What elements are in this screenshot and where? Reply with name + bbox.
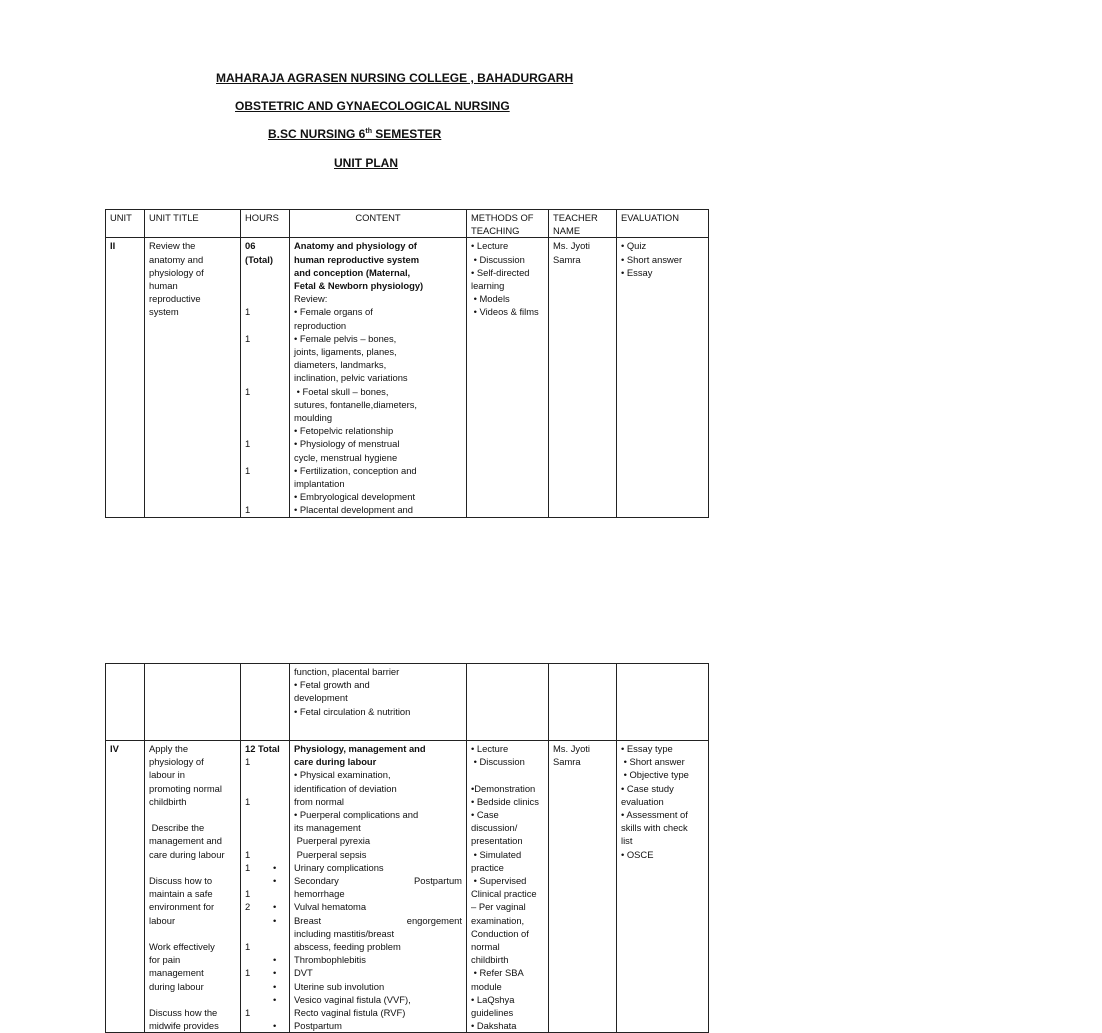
table-row-unit-4	[106, 741, 709, 1033]
unit-4-number-text: IV	[110, 743, 119, 754]
unit-4-bullet-item	[273, 861, 462, 874]
unit-4-evaluation-line: • Case study	[621, 782, 674, 794]
col-header-unit-title	[145, 210, 241, 238]
unit-4-hours-line	[245, 834, 285, 847]
unit-4-methods-line: childbirth	[471, 954, 509, 966]
table-header-row	[106, 210, 709, 238]
unit-4-teacher-line: Ms. Jyoti	[553, 743, 590, 754]
unit-4-hours-line	[245, 768, 285, 781]
bullet-icon: •	[273, 1020, 277, 1032]
unit-2-hours-line	[245, 266, 285, 279]
continuation-evaluation	[617, 664, 709, 741]
unit-4-title-line: Describe the	[149, 822, 205, 834]
unit-2-content-line: Fetal & Newborn physiology)	[294, 280, 424, 292]
unit-2-hours-line	[245, 371, 285, 384]
unit-2-hours-line	[245, 451, 285, 464]
unit-4-hours-line	[245, 953, 285, 966]
unit-4-hours-line: 1	[245, 1006, 251, 1018]
continuation-content-line: development	[294, 692, 348, 704]
semester-superscript: th	[365, 128, 372, 135]
unit-4-content-line: abscess, feeding problem	[294, 941, 401, 953]
unit-4-title-line: physiology of	[149, 756, 204, 768]
unit-4-hours-line: 1	[245, 861, 251, 873]
unit-4-bullet-item	[273, 900, 462, 913]
unit-4-bullet-text: Thrombophlebitis	[294, 954, 366, 966]
unit-4-hours-line: 1	[245, 967, 251, 979]
unit-2-title	[145, 238, 241, 517]
continuation-content-line: function, placental barrier	[294, 666, 400, 677]
bullet-icon: •	[273, 993, 277, 1005]
col-header-methods-text: METHODS OF TEACHING	[471, 212, 534, 237]
unit-4-content-line: hemorrhage	[294, 888, 345, 900]
col-header-evaluation	[617, 210, 709, 238]
continuation-methods	[467, 664, 549, 741]
unit-2-title-line: reproductive	[149, 293, 201, 305]
unit-4-title-line	[149, 927, 236, 940]
unit-4-hours-line	[245, 808, 285, 821]
bullet-icon: •	[273, 980, 277, 992]
unit-2-content-line: sutures, fontanelle,diameters,	[294, 398, 417, 410]
col-header-hours	[241, 210, 290, 238]
unit-4-bullet-text: Vulval hematoma	[294, 901, 367, 913]
unit-4-title-line	[149, 861, 236, 874]
unit-2-evaluation-line: • Essay	[621, 266, 653, 278]
unit-4-hours-line	[245, 927, 285, 940]
unit-4-hours-line: 1	[245, 888, 251, 900]
unit-4-methods-line: • Bedside clinics	[471, 795, 539, 807]
unit-2-hours-line	[245, 358, 285, 371]
unit-4-hours-line	[245, 980, 285, 993]
unit-4-bullet-text: Vesico vaginal fistula (VVF),	[294, 993, 411, 1005]
col-header-content-text: CONTENT	[355, 212, 401, 223]
unit-4-evaluation-line: list	[621, 835, 633, 847]
unit-4-content-line: Puerperal sepsis	[294, 848, 367, 860]
continuation-content-line: • Fetal growth and	[294, 679, 370, 691]
unit-4-title-line: Discuss how to	[149, 875, 213, 886]
unit-2-content-line: Review:	[294, 293, 328, 305]
unit-4-evaluation-line: • Short answer	[621, 756, 685, 768]
bullet-icon: •	[273, 875, 277, 887]
unit-4-evaluation-line: skills with check	[621, 822, 688, 834]
unit-plan-heading: UNIT PLAN	[334, 156, 398, 170]
unit-2-methods-line: • Lecture	[471, 240, 509, 252]
unit-2-hours-line: 1	[245, 332, 251, 344]
unit-2-content-line: and conception (Maternal,	[294, 266, 411, 278]
unit-2-content-line: • Fetopelvic relationship	[294, 425, 394, 437]
unit-4-bullet-item	[273, 874, 462, 887]
unit-4-teacher	[549, 741, 617, 1033]
unit-2-title-line: physiology of	[149, 266, 204, 278]
col-header-hours-text: HOURS	[245, 212, 279, 223]
continuation-title	[145, 664, 241, 741]
unit-2-hours-line	[245, 279, 285, 292]
unit-4-title-line: during labour	[149, 980, 204, 992]
continuation-content	[290, 664, 467, 741]
unit-4-title	[145, 741, 241, 1033]
unit-4-content-line: identification of deviation	[294, 782, 397, 794]
unit-4-methods-line: practice	[471, 861, 504, 873]
col-header-evaluation-text: EVALUATION	[621, 212, 679, 223]
unit-4-evaluation-line: evaluation	[621, 795, 664, 807]
unit-4-hours-line	[245, 821, 285, 834]
unit-2-content-line: implantation	[294, 478, 345, 490]
unit-2-teacher-line: Samra	[553, 253, 581, 265]
unit-4-title-line: for pain	[149, 954, 181, 966]
unit-4-hours-line	[245, 782, 285, 795]
continuation-content-line: • Fetal circulation & nutrition	[294, 705, 411, 717]
unit-4-hours-line	[245, 993, 285, 1006]
unit-2-title-line: human	[149, 280, 178, 292]
unit-4-evaluation	[617, 741, 709, 1033]
unit-4-hours-line: 12 Total	[245, 743, 280, 754]
unit-4-bullet-item	[273, 980, 462, 993]
unit-2-content-line: • Foetal skull – bones,	[294, 385, 389, 397]
unit-4-methods-line: • Refer SBA	[471, 967, 524, 979]
continuation-teacher	[549, 664, 617, 741]
unit-2-content-line: reproduction	[294, 319, 347, 331]
unit-4-title-line: care during labour	[149, 848, 225, 860]
unit-4-methods-line: Conduction of	[471, 927, 529, 939]
unit-4-number	[106, 741, 145, 1033]
unit-2-content-line: joints, ligaments, planes,	[294, 346, 397, 358]
unit-2-content	[290, 238, 467, 517]
unit-2-hours-line: 1	[245, 504, 251, 516]
unit-4-content-line: including mastitis/breast	[294, 927, 395, 939]
unit-4-methods-line: • LaQshya	[471, 993, 515, 1005]
unit-2-number	[106, 238, 145, 517]
unit-2-title-line: system	[149, 306, 179, 318]
unit-4-title-line: management and	[149, 835, 222, 847]
unit-2-title-line: Review the	[149, 240, 196, 252]
col-header-teacher	[549, 210, 617, 238]
unit-2-content-line: human reproductive system	[294, 253, 420, 265]
table-row-continuation	[106, 664, 709, 741]
unit-2-hours-line	[245, 411, 285, 424]
col-header-unit-title-text: UNIT TITLE	[149, 212, 199, 223]
unit-2-hours-line: 1	[245, 438, 251, 450]
semester-suffix: SEMESTER	[371, 127, 442, 141]
unit-4-title-line: management	[149, 967, 204, 979]
unit-4-content-line: • Physical examination,	[294, 769, 391, 781]
unit-4-methods-line: examination,	[471, 914, 525, 926]
unit-4-title-line: Work effectively	[149, 941, 215, 952]
col-header-teacher-text: TEACHER NAME	[553, 212, 598, 237]
unit-2-hours-line	[245, 424, 285, 437]
unit-4-bullet-text: Secondary Postpartum	[294, 875, 462, 887]
subject-heading: OBSTETRIC AND GYNAECOLOGICAL NURSING	[235, 99, 510, 113]
unit-4-content-line: its management	[294, 822, 361, 834]
unit-2-content-line: moulding	[294, 412, 333, 424]
unit-2-hours-line	[245, 292, 285, 305]
unit-2-methods-line: • Discussion	[471, 253, 525, 265]
unit-4-evaluation-line: • OSCE	[621, 848, 654, 860]
unit-2-hours-line: 06	[245, 240, 256, 252]
unit-4-title-line: environment for	[149, 901, 215, 913]
unit-4-content-heading: Physiology, management and	[294, 743, 426, 754]
unit-4-content-line: • Puerperal complications and	[294, 809, 419, 821]
unit-4-title-line: promoting normal	[149, 782, 222, 794]
unit-2-teacher-line: Ms. Jyoti	[553, 240, 590, 252]
bullet-icon: •	[273, 967, 277, 979]
unit-4-evaluation-line: • Objective type	[621, 769, 689, 781]
unit-4-title-line: midwife provides	[149, 1020, 219, 1032]
unit-4-methods-line: – Per vaginal	[471, 901, 526, 913]
unit-4-bullet-text: Urinary complications	[294, 861, 384, 873]
unit-2-hours	[241, 238, 290, 517]
unit-4-title-line: labour	[149, 914, 176, 926]
col-header-unit-text: UNIT	[110, 212, 132, 223]
unit-4-hours-line: 2	[245, 901, 251, 913]
unit-2-content-line: diameters, landmarks,	[294, 359, 387, 371]
unit-4-methods-line: •Demonstration	[471, 782, 536, 794]
unit-4-methods-line: • Discussion	[471, 756, 525, 768]
unit-plan-table-2	[105, 663, 709, 1033]
unit-2-content-line: cycle, menstrual hygiene	[294, 451, 398, 463]
bullet-icon: •	[273, 861, 277, 873]
unit-4-bullet-item	[273, 993, 462, 1006]
unit-4-title-line: Discuss how the	[149, 1007, 218, 1018]
unit-2-content-line: • Embryological development	[294, 491, 416, 503]
unit-4-methods-line	[471, 768, 544, 781]
unit-2-evaluation	[617, 238, 709, 517]
unit-2-methods	[467, 238, 549, 517]
unit-2-content-line: Anatomy and physiology of	[294, 240, 417, 252]
unit-4-evaluation-line: • Essay type	[621, 743, 673, 754]
unit-2-evaluation-line: • Short answer	[621, 253, 683, 265]
unit-4-hours	[241, 741, 290, 1033]
unit-2-methods-line: • Self-directed	[471, 266, 530, 278]
unit-4-bullet-text: Postpartum	[294, 1020, 342, 1032]
unit-4-content-line: Puerperal pyrexia	[294, 835, 371, 847]
unit-4-content-line: Recto vaginal fistula (RVF)	[294, 1007, 406, 1019]
unit-4-evaluation-line: • Assessment of	[621, 809, 688, 821]
unit-4-teacher-line: Samra	[553, 756, 581, 768]
unit-2-teacher	[549, 238, 617, 517]
unit-2-evaluation-line: • Quiz	[621, 240, 647, 252]
unit-2-methods-line: learning	[471, 280, 505, 292]
unit-4-title-line: maintain a safe	[149, 888, 213, 900]
bullet-icon: •	[273, 901, 277, 913]
unit-4-methods-line: guidelines	[471, 1007, 514, 1019]
unit-4-methods-line: • Supervised	[471, 875, 527, 887]
unit-2-content-line: • Placental development and	[294, 504, 413, 516]
unit-2-hours-line: 1	[245, 464, 251, 476]
unit-4-hours-line: 1	[245, 940, 251, 952]
col-header-content	[290, 210, 467, 238]
unit-4-methods-line: • Simulated	[471, 848, 522, 860]
unit-4-bullet-text: DVT	[294, 967, 313, 979]
unit-2-content-line: inclination, pelvic variations	[294, 372, 408, 384]
unit-4-content	[273, 741, 467, 1033]
unit-4-title-line: childbirth	[149, 795, 187, 807]
unit-4-content-line: from normal	[294, 795, 345, 807]
unit-2-hours-line	[245, 319, 285, 332]
unit-4-hours-line: 1	[245, 756, 251, 768]
unit-2-hours-line: 1	[245, 306, 251, 318]
unit-4-bullet-item	[273, 966, 462, 979]
unit-4-methods-line: module	[471, 980, 502, 992]
unit-4-bullet-item	[273, 1019, 462, 1032]
unit-4-methods-line: presentation	[471, 835, 523, 847]
unit-2-title-line: anatomy and	[149, 253, 204, 265]
unit-2-content-line: • Female pelvis – bones,	[294, 332, 397, 344]
col-header-methods	[467, 210, 549, 238]
unit-4-bullet-text: Breast engorgement	[294, 914, 462, 926]
unit-2-hours-line	[245, 477, 285, 490]
unit-4-hours-line: 1	[245, 848, 251, 860]
unit-2-hours-line: 1	[245, 385, 251, 397]
unit-2-content-line: • Fertilization, conception and	[294, 464, 417, 476]
unit-4-title-line: Apply the	[149, 743, 189, 754]
unit-2-methods-line: • Models	[471, 293, 510, 305]
unit-2-hours-line	[245, 490, 285, 503]
unit-4-methods-line: Clinical practice	[471, 888, 537, 900]
unit-4-hours-line: 1	[245, 795, 251, 807]
semester-prefix: B.SC NURSING 6	[268, 127, 366, 141]
college-name-heading: MAHARAJA AGRASEN NURSING COLLEGE , BAHADURGARH	[216, 71, 574, 85]
unit-4-title-line	[149, 993, 236, 1006]
col-header-unit	[106, 210, 145, 238]
unit-4-methods-line: normal	[471, 941, 500, 953]
unit-plan-table-1	[105, 209, 709, 518]
bullet-icon: •	[273, 954, 277, 966]
unit-2-hours-line	[245, 398, 285, 411]
unit-4-content-heading: care during labour	[294, 756, 377, 768]
unit-4-methods-line: • Case	[471, 809, 499, 820]
unit-2-hours-line: (Total)	[245, 253, 273, 265]
table-row-unit-2	[106, 238, 709, 517]
unit-4-bullet-item	[273, 914, 462, 927]
unit-4-title-line: labour in	[149, 769, 185, 781]
semester-heading	[0, 127, 1036, 141]
unit-2-content-line: • Physiology of menstrual	[294, 438, 400, 450]
unit-4-methods	[467, 741, 549, 1033]
bullet-icon: •	[273, 914, 277, 926]
unit-4-bullet-text: Uterine sub involution	[294, 980, 385, 992]
unit-4-hours-line	[245, 914, 285, 927]
unit-4-methods-line: • Lecture	[471, 743, 509, 754]
unit-4-methods-line: discussion/	[471, 822, 518, 834]
unit-2-number-text: II	[110, 240, 116, 252]
unit-2-content-line: • Female organs of	[294, 306, 373, 318]
unit-4-methods-line: • Dakshata	[471, 1020, 517, 1032]
unit-4-title-line	[149, 808, 236, 821]
continuation-hours	[241, 664, 290, 741]
unit-2-methods-line: • Videos & films	[471, 306, 539, 318]
continuation-unit	[106, 664, 145, 741]
unit-4-bullet-item	[273, 953, 462, 966]
unit-4-hours-line	[245, 874, 285, 887]
unit-2-hours-line	[245, 345, 285, 358]
